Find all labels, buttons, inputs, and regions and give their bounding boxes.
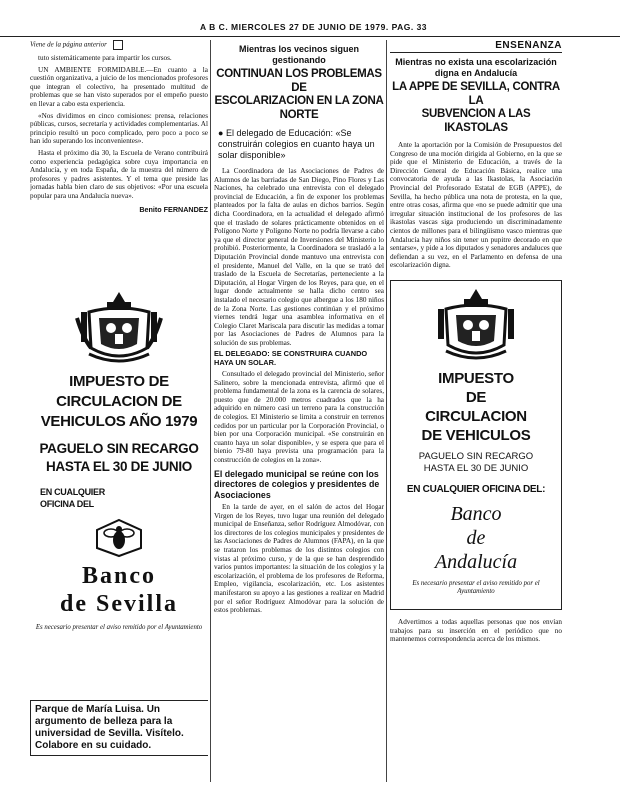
column-divider bbox=[210, 40, 211, 782]
article-paragraph: Consultado el delegado provincial del Ministerio, señor Salinero, sobre la mencionada entrevista, afirmó que el problema fundamental de la zona es la carencia de solares, puesto que de 20.000 metros cuadrados que la ha adquirido en número casi un terreno para la construcción de colegios. El Ministerio se limita a construir en terrenos cedidos por un particular por la Corporación Provincial, o bien por una Corporación municipal. «Se construirán en cuanto haya un solar disponible», y se espera que para el bienio 79-80 haya prevista una programación para la construcción de colegios en la zona». bbox=[214, 370, 384, 464]
ad-title-line: CIRCULACION bbox=[425, 407, 527, 425]
advertisement-banco-sevilla bbox=[30, 288, 208, 678]
continued-label: Viene de la página anterior bbox=[30, 40, 107, 49]
headline-line: ESCOLARIZACION EN LA ZONA bbox=[214, 95, 384, 107]
article-subhead bbox=[214, 128, 384, 161]
ad-deadline bbox=[30, 440, 208, 476]
bank-name-line: de Sevilla bbox=[59, 591, 178, 617]
ad-deadline-line: PAGUELO SIN RECARGO bbox=[39, 441, 199, 456]
section-subhead: El delegado municipal se reúne con los directores de colegios y presidentes de Asociaciones bbox=[214, 468, 380, 500]
bee-logo-icon bbox=[93, 518, 145, 558]
ad-title bbox=[30, 372, 208, 432]
section-subhead: EL DELEGADO: SE CONSTRUIRA CUANDO HAYA UN SOLAR. bbox=[214, 349, 368, 368]
article-headline bbox=[214, 68, 384, 122]
bank-name-line: Banco bbox=[450, 502, 502, 525]
article-paragraph: La Coordinadora de las Asociaciones de Padres de Alumnos de las barriadas de San Diego, Pino Flores y Las Naciones, ha celebrado una entrevista con el delegado provincial de Educación, a fin de exponer los problemas planteados por la falta de aulas en dichos barrios. Según dicha Coordinadora, en la actualidad el delegado afirmó que el traslado de solares prácticamente obtenidos en el Polígono Norte y Polígono Norte no podría llevarse a cabo ya que el director general de Inversiones del Ministerio lo prohibió. Posteriormente, la Coordinadora se trasladó a la Diputación Provincial donde mantuvo una entrevista con el presidente, Manuel del Valle, en la que se trató del traslado de la Escuela de Secretarías, perteneciente a la Diputación, al Hogar Virgen de los Reyes, para que, en el lugar donde actualmente se halla dicho centro sea instalado el necesario colegio que albergue a los 180 niños de la Zona Norte. Las gestiones continúan y el próximo viernes tendrá lugar una asamblea informativa en el Colegio Claret Mariscala para discutir las medidas a tomar por las Asociaciones de Padres de Alumnos para la solución de sus problemas. bbox=[214, 167, 384, 347]
article-paragraph: En la tarde de ayer, en el salón de actos del Hogar Virgen de los Reyes, tuvo lugar una reunión del delegado municipal de Enseñanza, señor Rodríguez Almodóvar, con los directores de los colegios municipales y presidentes de las Asociaciones de Padres de Alumnos (FAPA), en la que se trataron los problemas de los distintos colegios con vistas al próximo curso, y de la que se han desprendido varios puntos importantes: la situación de los colegios y la escolarización, el problema de los profesores de Reforma, Empleo, vigilancia, escolarización, etc. Los asistentes manifestaron su apoyo a las gestiones a realizar en Madrid por el señor Rodríguez Almodóvar para la solución de estos problemas. bbox=[214, 503, 384, 615]
bank-name-line: Banco bbox=[81, 563, 156, 589]
column-left bbox=[30, 40, 208, 782]
page-header-text: A B C. MIERCOLES 27 DE JUNIO DE 1979. PAG. 33 bbox=[200, 22, 428, 32]
ad-note: Es necesario presentar el aviso remitido por el Ayuntamiento bbox=[35, 624, 203, 631]
ad-deadline-line: HASTA EL 30 DE JUNIO bbox=[45, 459, 193, 474]
ad-deadline-line: HASTA EL 30 DE JUNIO bbox=[423, 462, 529, 474]
headline-line: SUBVENCION A LAS IKASTOLAS bbox=[421, 108, 531, 134]
ad-deadline-line: PAGUELO SIN RECARGO bbox=[418, 450, 534, 462]
ad-where: EN CUALQUIER OFICINA DEL: bbox=[406, 483, 546, 495]
kicker-line: gestionando bbox=[272, 55, 326, 65]
article-paragraph: Ante la aportación por la Comisión de Presupuestos del Congreso de una moción dirigida al Gobierno, en la que se pide que el Ministerio de Educación, a través de la Dirección General de Educación Básica, realice una convocatoria de ayuda a las Ikastolas, la Asociación Provincial del Profesorado Estatal de EGB (APPE), de Sevilla, ha hecho pública una nota de protesta, en la que, entre otras cosas, afirma que «no se puede admitir que una irregular situación institucional de los profesores de las ikastolas vascas siga produciendo un discriminadamente cientos de millones para el bilingüismo vasco mientras que Andalucía hay niños sin tener un pupitre decorado en que sentarse», y pide a los diputados y senadores andaluces que defiendan a su vez, en el Parlamento en defensa de una escolarización digna. bbox=[390, 141, 562, 270]
editorial-notice: Advertimos a todas aquellas personas que nos envían trabajos para su inserción en el periódico que no mantenemos correspondencia acerca de los mismos. bbox=[390, 617, 562, 644]
subhead-text: El delegado de Educación: «Se construirán colegios en cuanto haya un solar disponible» bbox=[218, 128, 375, 160]
ad-where-line: OFICINA DEL bbox=[40, 499, 94, 509]
article-paragraph: tuto sistemáticamente para impartir los cursos. bbox=[38, 54, 172, 62]
ad-title-line: CIRCULACION DE bbox=[56, 393, 182, 410]
square-icon bbox=[113, 40, 123, 50]
ad-title-line: IMPUESTO DE bbox=[69, 373, 169, 390]
bank-name bbox=[395, 502, 557, 574]
ad-note: Es necesario presentar el aviso remitido por el Ayuntamiento bbox=[412, 579, 540, 595]
article-paragraph: «Nos dividimos en cinco comisiones: prensa, relaciones públicas, cursos, secretaría y actividades complementarias. Al principio resultó un poco complicado, pero poco a poco se han ido superando los inconvenientes». bbox=[30, 111, 208, 146]
headline-line: NORTE bbox=[279, 108, 319, 121]
bullet-icon: ● bbox=[218, 128, 224, 138]
headline-line: CONTINUAN LOS PROBLEMAS DE bbox=[216, 68, 382, 94]
kicker-line: Mientras los vecinos siguen bbox=[238, 44, 360, 54]
bank-name bbox=[30, 562, 208, 618]
bank-name-line: Andalucía bbox=[434, 550, 518, 573]
page-header bbox=[0, 20, 620, 37]
advertisement-banco-andalucia bbox=[390, 280, 562, 610]
column-right bbox=[390, 40, 562, 782]
ad-title-line: DE VEHICULOS bbox=[421, 426, 531, 444]
column-divider bbox=[386, 40, 387, 782]
article-kicker bbox=[214, 44, 384, 66]
article-kicker: Mientras no exista una escolarización digna en Andalucía bbox=[395, 57, 557, 78]
ad-title-line: DE bbox=[465, 388, 487, 406]
article-paragraph: Hasta el próximo día 30, la Escuela de Verano contribuirá como experiencia pedagógica sobre cuya importancia en Andalucía, y en toda España, de la muestra del número de profesores y padres asistentes. Y el tema que preside las jornadas habla bien claro de sus objetivos: «Por una escuela popular para una Andalucía nueva». bbox=[30, 148, 208, 200]
headline-line: LA APPE DE SEVILLA, CONTRA LA bbox=[392, 81, 560, 107]
ad-title-line: IMPUESTO bbox=[438, 369, 514, 387]
ad-deadline bbox=[395, 451, 557, 475]
ad-where-line: EN CUALQUIER bbox=[40, 487, 105, 497]
byline: Benito FERNANDEZ bbox=[139, 204, 208, 214]
column-center bbox=[214, 40, 384, 782]
parque-notice-box: Parque de María Luisa. Un argumento de belleza para la universidad de Sevilla. Visítelo. Colabore en su cuidado. bbox=[30, 700, 208, 756]
article-headline bbox=[390, 81, 562, 135]
ad-title-line: VEHICULOS AÑO 1979 bbox=[40, 413, 198, 430]
ad-title bbox=[395, 369, 557, 445]
continued-line bbox=[30, 40, 208, 50]
coat-of-arms-icon bbox=[426, 285, 526, 365]
ad-where bbox=[30, 486, 208, 510]
article-paragraph: UN AMBIENTE FORMIDABLE.—En cuanto a la cuestión organizativa, a juicio de los mencionados profesores que integran el colectivo, ha presentado multitud de problemas que se han visto superados por el empeño puesto en llevar a cabo esta experiencia. bbox=[30, 65, 208, 108]
coat-of-arms-icon bbox=[69, 288, 169, 368]
bank-name-line: de bbox=[466, 526, 486, 549]
section-label: ENSEÑANZA bbox=[390, 40, 562, 53]
